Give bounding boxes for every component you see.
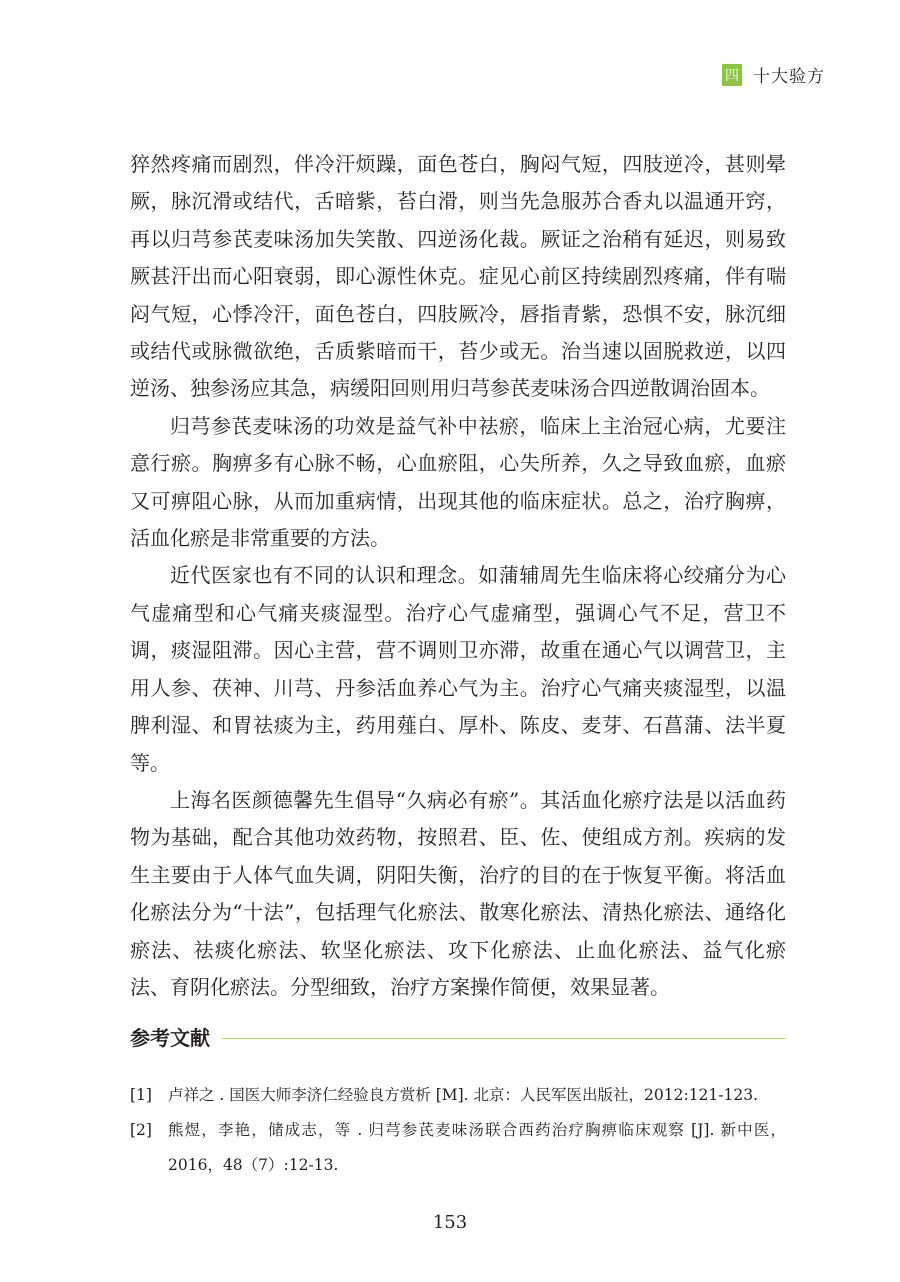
reference-item: [130, 1078, 786, 1113]
reference-item: [130, 1113, 786, 1183]
paragraph-modern-views: 近代医家也有不同的认识和理念。如蒲辅周先生临床将心绞痛分为心气虚痛型和心气痛夹痰湿型。治疗心气虚痛型，强调心气不足，营卫不调，痰湿阻滞。因心主营，营不调则卫亦滞，故重在通心气以调营卫，主用人参、茯神、川芎、丹参活血养心气为主。治疗心气痛夹痰湿型，以温脾利湿、和胃祛痰为主，药用薤白、厚朴、陈皮、麦芽、石菖蒲、法半夏等。: [130, 563, 786, 775]
reference-number: [1]: [130, 1086, 152, 1104]
body-text: [130, 146, 786, 1006]
page-number: 153: [432, 1212, 468, 1233]
reference-text: 卢祥之 . 国医大师李济仁经验良方赏析 [M]. 北京：人民军医出版社，2012:121-123.: [168, 1086, 759, 1104]
paragraph-yan-dexin: 上海名医颜德馨先生倡导“久病必有瘀”。其活血化瘀疗法是以活血药物为基础，配合其他功效药物，按照君、臣、佐、使组成方剂。疾病的发生主要由于人体气血失调，阴阳失衡，治疗的目的在于恢复平衡。将活血化瘀法分为“十法”，包括理气化瘀法、散寒化瘀法、清热化瘀法、通络化瘀法、祛痰化瘀法、软坚化瘀法、攻下化瘀法、止血化瘀法、益气化瘀法、育阴化瘀法。分型细致，治疗方案操作简便，效果显著。: [130, 787, 786, 999]
paragraph-formula-efficacy: 归芎参芪麦味汤的功效是益气补中祛瘀，临床上主治冠心病，尤要注意行瘀。胸痹多有心脉不畅，心血瘀阻，心失所养，久之导致血瘀，血瘀又可痹阻心脉，从而加重病情，出现其他的临床症状。总之，治疗胸痹，活血化瘀是非常重要的方法。: [130, 413, 786, 551]
paragraph-continued: 猝然疼痛而剧烈，伴冷汗烦躁，面色苍白，胸闷气短，四肢逆冷，甚则晕厥，脉沉滑或结代，舌暗紫，苔白滑，则当先急服苏合香丸以温通开窍，再以归芎参芪麦味汤加失笑散、四逆汤化裁。厥证之治稍有延迟，则易致厥甚汗出而心阳衰弱，即心源性休克。症见心前区持续剧烈疼痛，伴有喘闷气短，心悸冷汗，面色苍白，四肢厥冷，唇指青紫，恐惧不安，脉沉细或结代或脉微欲绝，舌质紫暗而干，苔少或无。治当速以固脱救逆，以四逆汤、独参汤应其急，病缓阳回则用归芎参芪麦味汤合四逆散调治固本。: [130, 152, 786, 401]
reference-number: [2]: [130, 1121, 152, 1139]
references-list: [130, 1078, 786, 1183]
references-divider: [222, 1038, 786, 1039]
references-title: 参考文献: [130, 1026, 210, 1050]
reference-text: 熊煜，李艳，储成志，等 . 归芎参芪麦味汤联合西药治疗胸痹临床观察 [J]. 新中医，2016，48（7）:12-13.: [168, 1121, 786, 1174]
chapter-title: 十大验方: [753, 67, 825, 87]
chapter-number-badge: 四: [722, 64, 742, 86]
chapter-header: [722, 62, 825, 87]
references-heading: [130, 1022, 786, 1051]
